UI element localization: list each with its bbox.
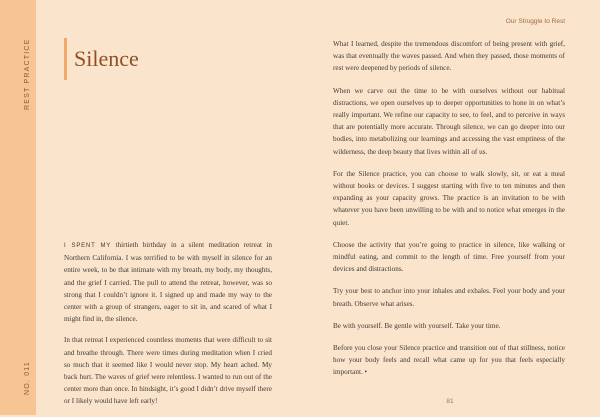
practice-number xyxy=(12,355,31,395)
right-paragraph-4: Choose the activity that you’re going to practice in silence, like walking or mindful eating, and commit to the length of time. Free yourself from your devices and distractions. xyxy=(333,240,565,274)
page-number: 81 xyxy=(446,398,454,405)
section-label-text: REST PRACTICE xyxy=(24,38,31,110)
left-paragraph-1-text: thirtieth birthday in a silent meditation retreat in Northern California. I was terrified to be with myself in silence for an entire week, to be that intimate with my breath, my body, my thoughts, and the grief I carried. The pull to attend the retreat, however, was so strong that I couldn’t ignore it. I signed up and made my way to the center with a group of strangers, eager to sit in, and scared of what I might find in, the silence. xyxy=(64,241,272,324)
right-paragraph-6: Be with yourself. Be gentle with yourself. Take your time. xyxy=(333,321,501,330)
right-paragraph-5: Try your best to anchor into your inhales and exhales. Feel your body and your breath. Observe what arises. xyxy=(333,287,565,308)
right-paragraph-1: What I learned, despite the tremendous discomfort of being present with grief, was that eventually the waves passed. And when they passed, those moments of rest were deepened by periods of silence. xyxy=(333,40,565,73)
section-label xyxy=(12,38,31,110)
running-head: Our Struggle to Rest xyxy=(505,18,565,25)
page-title: Silence xyxy=(74,46,139,71)
left-column xyxy=(64,239,272,417)
lead-in-caps: I SPENT MY xyxy=(64,243,112,249)
right-paragraph-3: For the Silence practice, you can choose to walk slowly, sit, or eat a meal without books or devices. I suggest starting with five to ten minutes and then expanding as your capacity grows. The practice is an invitation to be with whatever you have been unwilling to be with and to notice what emerges in the quiet. xyxy=(333,169,565,227)
title-accent-bar xyxy=(64,38,67,80)
left-paragraph-2: In that retreat I experienced countless moments that were difficult to sit and breathe through. There were times during meditation when I cried so much that it seemed like I would never stop. My heart ached. My back hurt. The waves of grief were relentless. I wanted to run out of the center more than once. In hindsight, it’s good I didn’t drive myself there or I likely would have left early! xyxy=(64,336,272,406)
right-paragraph-2: When we carve out the time to be with ourselves without our habitual distractions, we open ourselves up to deeper opportunities to hone in on what’s really important. We refine our capacity to see, to feel, and to perceive in ways that are potentially more accurate. Through silence, we can go deeper into our bodies, into metabolizing our learnings and accessing the vast emptiness of the wilderness, the deep beauty that lives within all of us. xyxy=(333,86,565,156)
practice-number-text: NO. 011 xyxy=(24,361,31,395)
left-paragraph-1 xyxy=(64,239,272,325)
right-paragraph-7: Before you close your Silence practice and transition out of that stillness, notice how your body feels and recall what came up for you that feels especially important. • xyxy=(333,344,565,377)
right-column xyxy=(333,38,565,389)
